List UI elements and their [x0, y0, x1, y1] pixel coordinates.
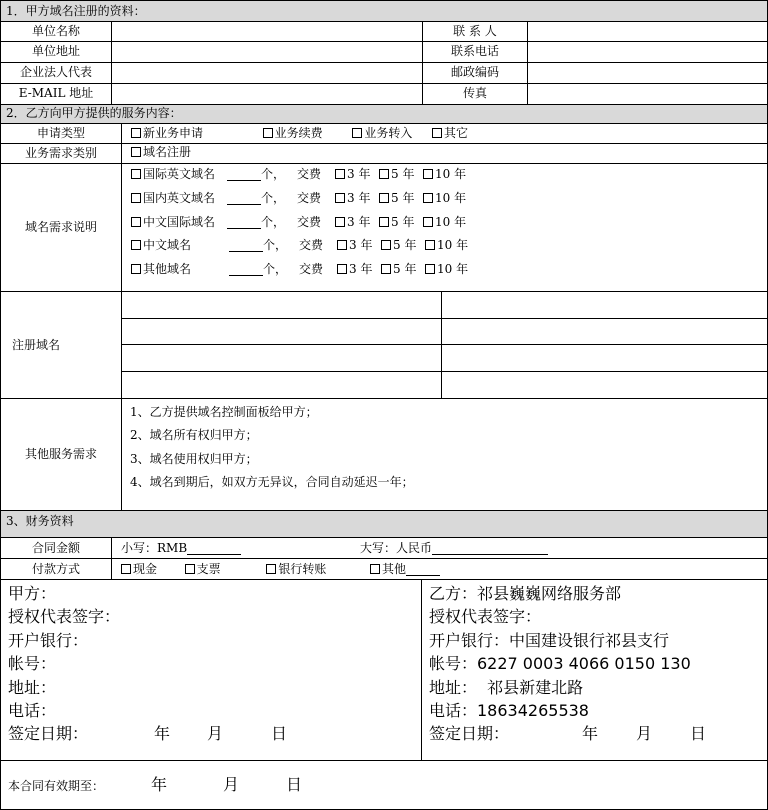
checkbox[interactable] [370, 564, 380, 574]
rule [0, 104, 768, 105]
rule [0, 510, 768, 511]
field-label: 单位地址 [31, 44, 80, 58]
field-label: 企业法人代表 [19, 65, 92, 79]
fee-label: 交费 [297, 167, 322, 181]
rule [0, 760, 768, 761]
party-a-day: 日 [271, 724, 288, 743]
amount-small-blank[interactable] [187, 542, 241, 555]
rule [0, 558, 768, 559]
checkbox[interactable] [432, 128, 442, 138]
party-b-name: 乙方：祁县巍巍网络服务部 [429, 584, 622, 603]
rule [0, 537, 768, 538]
checkbox[interactable] [352, 128, 362, 138]
domain-item-row [131, 215, 469, 229]
checkbox[interactable] [379, 193, 389, 203]
domain-unit: 个， [261, 215, 286, 229]
domain-count-blank[interactable] [227, 216, 261, 229]
domain-item-row [131, 238, 471, 252]
rule [0, 163, 768, 164]
other-item: 3、域名使用权归甲方； [130, 452, 258, 466]
party-a-year: 年 [154, 724, 171, 743]
rule [121, 318, 768, 319]
party-a-bank: 开户银行： [8, 631, 89, 650]
rule [0, 83, 768, 84]
field-label: 邮政编码 [450, 65, 499, 79]
year-option-label: 10 年 [435, 167, 467, 181]
fee-label: 交费 [297, 215, 322, 229]
rule [0, 0, 768, 1]
payment-label: 付款方式 [31, 562, 80, 576]
rule [111, 537, 112, 579]
business-option [131, 145, 191, 159]
other-service-label: 其他服务需求 [24, 447, 97, 461]
field-label: 单位名称 [31, 24, 80, 38]
rule [0, 291, 768, 292]
section2-title: 2．乙方向甲方提供的服务内容： [6, 106, 182, 120]
checkbox[interactable] [185, 564, 195, 574]
year-option-label: 10 年 [437, 262, 469, 276]
party-a-address: 地址： [8, 678, 57, 697]
apply-options [131, 126, 468, 140]
business-label: 业务需求类别 [24, 146, 97, 160]
domain-type-label: 其他域名 [143, 262, 192, 276]
section1-title: 1．甲方域名注册的资料： [6, 4, 146, 18]
checkbox[interactable] [423, 217, 433, 227]
domain-count-blank[interactable] [227, 192, 261, 205]
rule [421, 579, 422, 760]
party-b-day: 日 [690, 724, 707, 743]
rule [0, 41, 768, 42]
checkbox[interactable] [335, 193, 345, 203]
checkbox[interactable] [131, 264, 141, 274]
domain-type-label: 国际英文域名 [143, 167, 216, 181]
domain-type-label: 中文域名 [143, 238, 192, 252]
checkbox[interactable] [131, 147, 141, 157]
party-b-phone: 电话：18634265538 [429, 701, 589, 720]
amount-big [360, 541, 548, 555]
checkbox[interactable] [423, 169, 433, 179]
year-option-label: 10 年 [435, 215, 467, 229]
domain-type-label: 中文国际域名 [143, 215, 216, 229]
apply-type-label: 申请类型 [36, 126, 85, 140]
domain-unit: 个， [261, 167, 286, 181]
checkbox[interactable] [379, 217, 389, 227]
checkbox[interactable] [121, 564, 131, 574]
party-a-account: 帐号： [8, 654, 57, 673]
domain-item-row [131, 191, 469, 205]
section3-title: 3、财务资料 [6, 514, 74, 528]
rule [0, 0, 1, 810]
checkbox[interactable] [131, 169, 141, 179]
checkbox[interactable] [266, 564, 276, 574]
amount-small [121, 541, 241, 555]
amount-label: 合同金额 [31, 541, 80, 555]
domain-unit: 个， [261, 191, 286, 205]
register-label: 注册域名 [11, 338, 60, 352]
party-a-month: 月 [207, 724, 224, 743]
option-label: 域名注册 [143, 145, 192, 159]
field-label: E-MAIL 地址 [18, 86, 94, 100]
option-label: 新业务申请 [143, 126, 204, 140]
field-label: 联系电话 [450, 44, 499, 58]
checkbox[interactable] [263, 128, 273, 138]
year-option-label: 10 年 [435, 191, 467, 205]
year-option-label: 3 年 [347, 215, 371, 229]
year-option-label: 3 年 [347, 191, 371, 205]
party-a-sign: 授权代表签字： [8, 607, 121, 626]
field-label: 联 系 人 [453, 24, 497, 38]
option-label: 银行转账 [278, 562, 327, 576]
checkbox[interactable] [131, 193, 141, 203]
section3-header [1, 511, 767, 537]
domain-count-blank[interactable] [227, 168, 261, 181]
checkbox[interactable] [337, 240, 347, 250]
fee-label: 交费 [297, 191, 322, 205]
checkbox[interactable] [335, 169, 345, 179]
validity-day: 日 [286, 775, 303, 794]
domain-count-blank[interactable] [229, 263, 263, 276]
checkbox[interactable] [379, 169, 389, 179]
rule [0, 123, 768, 124]
amount-small-label: 小写：RMB [121, 541, 188, 555]
other-item: 1、乙方提供域名控制面板给甲方； [130, 405, 318, 419]
domain-count-blank[interactable] [229, 239, 263, 252]
option-label: 业务转入 [364, 126, 413, 140]
domain-unit: 个， [263, 262, 288, 276]
field-label: 传真 [462, 86, 487, 100]
validity-label: 本合同有效期至： [8, 779, 105, 793]
year-option-label: 5 年 [393, 238, 417, 252]
year-option-label: 5 年 [391, 215, 415, 229]
party-b-sign: 授权代表签字： [429, 607, 542, 626]
domain-item-row [131, 262, 471, 276]
party-a-name: 甲方： [8, 584, 57, 603]
option-label: 其他 [382, 562, 407, 576]
checkbox[interactable] [335, 217, 345, 227]
rule [527, 21, 528, 104]
checkbox[interactable] [425, 240, 435, 250]
checkbox[interactable] [337, 264, 347, 274]
checkbox[interactable] [381, 240, 391, 250]
option-label: 现金 [133, 562, 158, 576]
party-b-date: 签定日期： [429, 724, 510, 743]
year-option-label: 10 年 [437, 238, 469, 252]
domain-req-label: 域名需求说明 [24, 220, 97, 234]
option-label: 业务续费 [274, 126, 323, 140]
year-option-label: 5 年 [391, 167, 415, 181]
party-b-account: 帐号：6227 0003 4066 0150 130 [429, 654, 691, 673]
validity-month: 月 [223, 775, 240, 794]
party-a-date: 签定日期： [8, 724, 89, 743]
rule [121, 123, 122, 510]
checkbox[interactable] [425, 264, 435, 274]
checkbox[interactable] [131, 217, 141, 227]
rule [441, 291, 442, 398]
payment-options [121, 562, 440, 576]
payment-other-blank[interactable] [406, 563, 440, 576]
rule [0, 21, 768, 22]
checkbox[interactable] [381, 264, 391, 274]
checkbox[interactable] [423, 193, 433, 203]
party-a-phone: 电话： [8, 701, 57, 720]
year-option-label: 3 年 [349, 262, 373, 276]
checkbox[interactable] [131, 128, 141, 138]
rule [0, 579, 768, 580]
amount-big-blank[interactable] [432, 542, 548, 555]
rule [121, 371, 768, 372]
party-b-bank: 开户银行：中国建设银行祁县支行 [429, 631, 670, 650]
year-option-label: 3 年 [347, 167, 371, 181]
fee-label: 交费 [299, 238, 324, 252]
party-b-month: 月 [636, 724, 653, 743]
year-option-label: 5 年 [393, 262, 417, 276]
other-item: 2、域名所有权归甲方； [130, 428, 258, 442]
option-label: 其它 [444, 126, 469, 140]
domain-type-label: 国内英文域名 [143, 191, 216, 205]
option-label: 支票 [196, 562, 221, 576]
rule [0, 62, 768, 63]
domain-item-row [131, 167, 469, 181]
year-option-label: 3 年 [349, 238, 373, 252]
rule [0, 398, 768, 399]
rule [121, 344, 768, 345]
year-option-label: 5 年 [391, 191, 415, 205]
fee-label: 交费 [299, 262, 324, 276]
rule [111, 21, 112, 104]
domain-unit: 个， [263, 238, 288, 252]
validity-year: 年 [151, 775, 168, 794]
amount-big-label: 大写：人民币 [360, 541, 433, 555]
party-b-address: 地址： 祁县新建北路 [429, 678, 584, 697]
party-b-year: 年 [582, 724, 599, 743]
other-item: 4、域名到期后，如双方无异议，合同自动延迟一年； [130, 475, 414, 489]
checkbox[interactable] [131, 240, 141, 250]
rule [0, 143, 768, 144]
